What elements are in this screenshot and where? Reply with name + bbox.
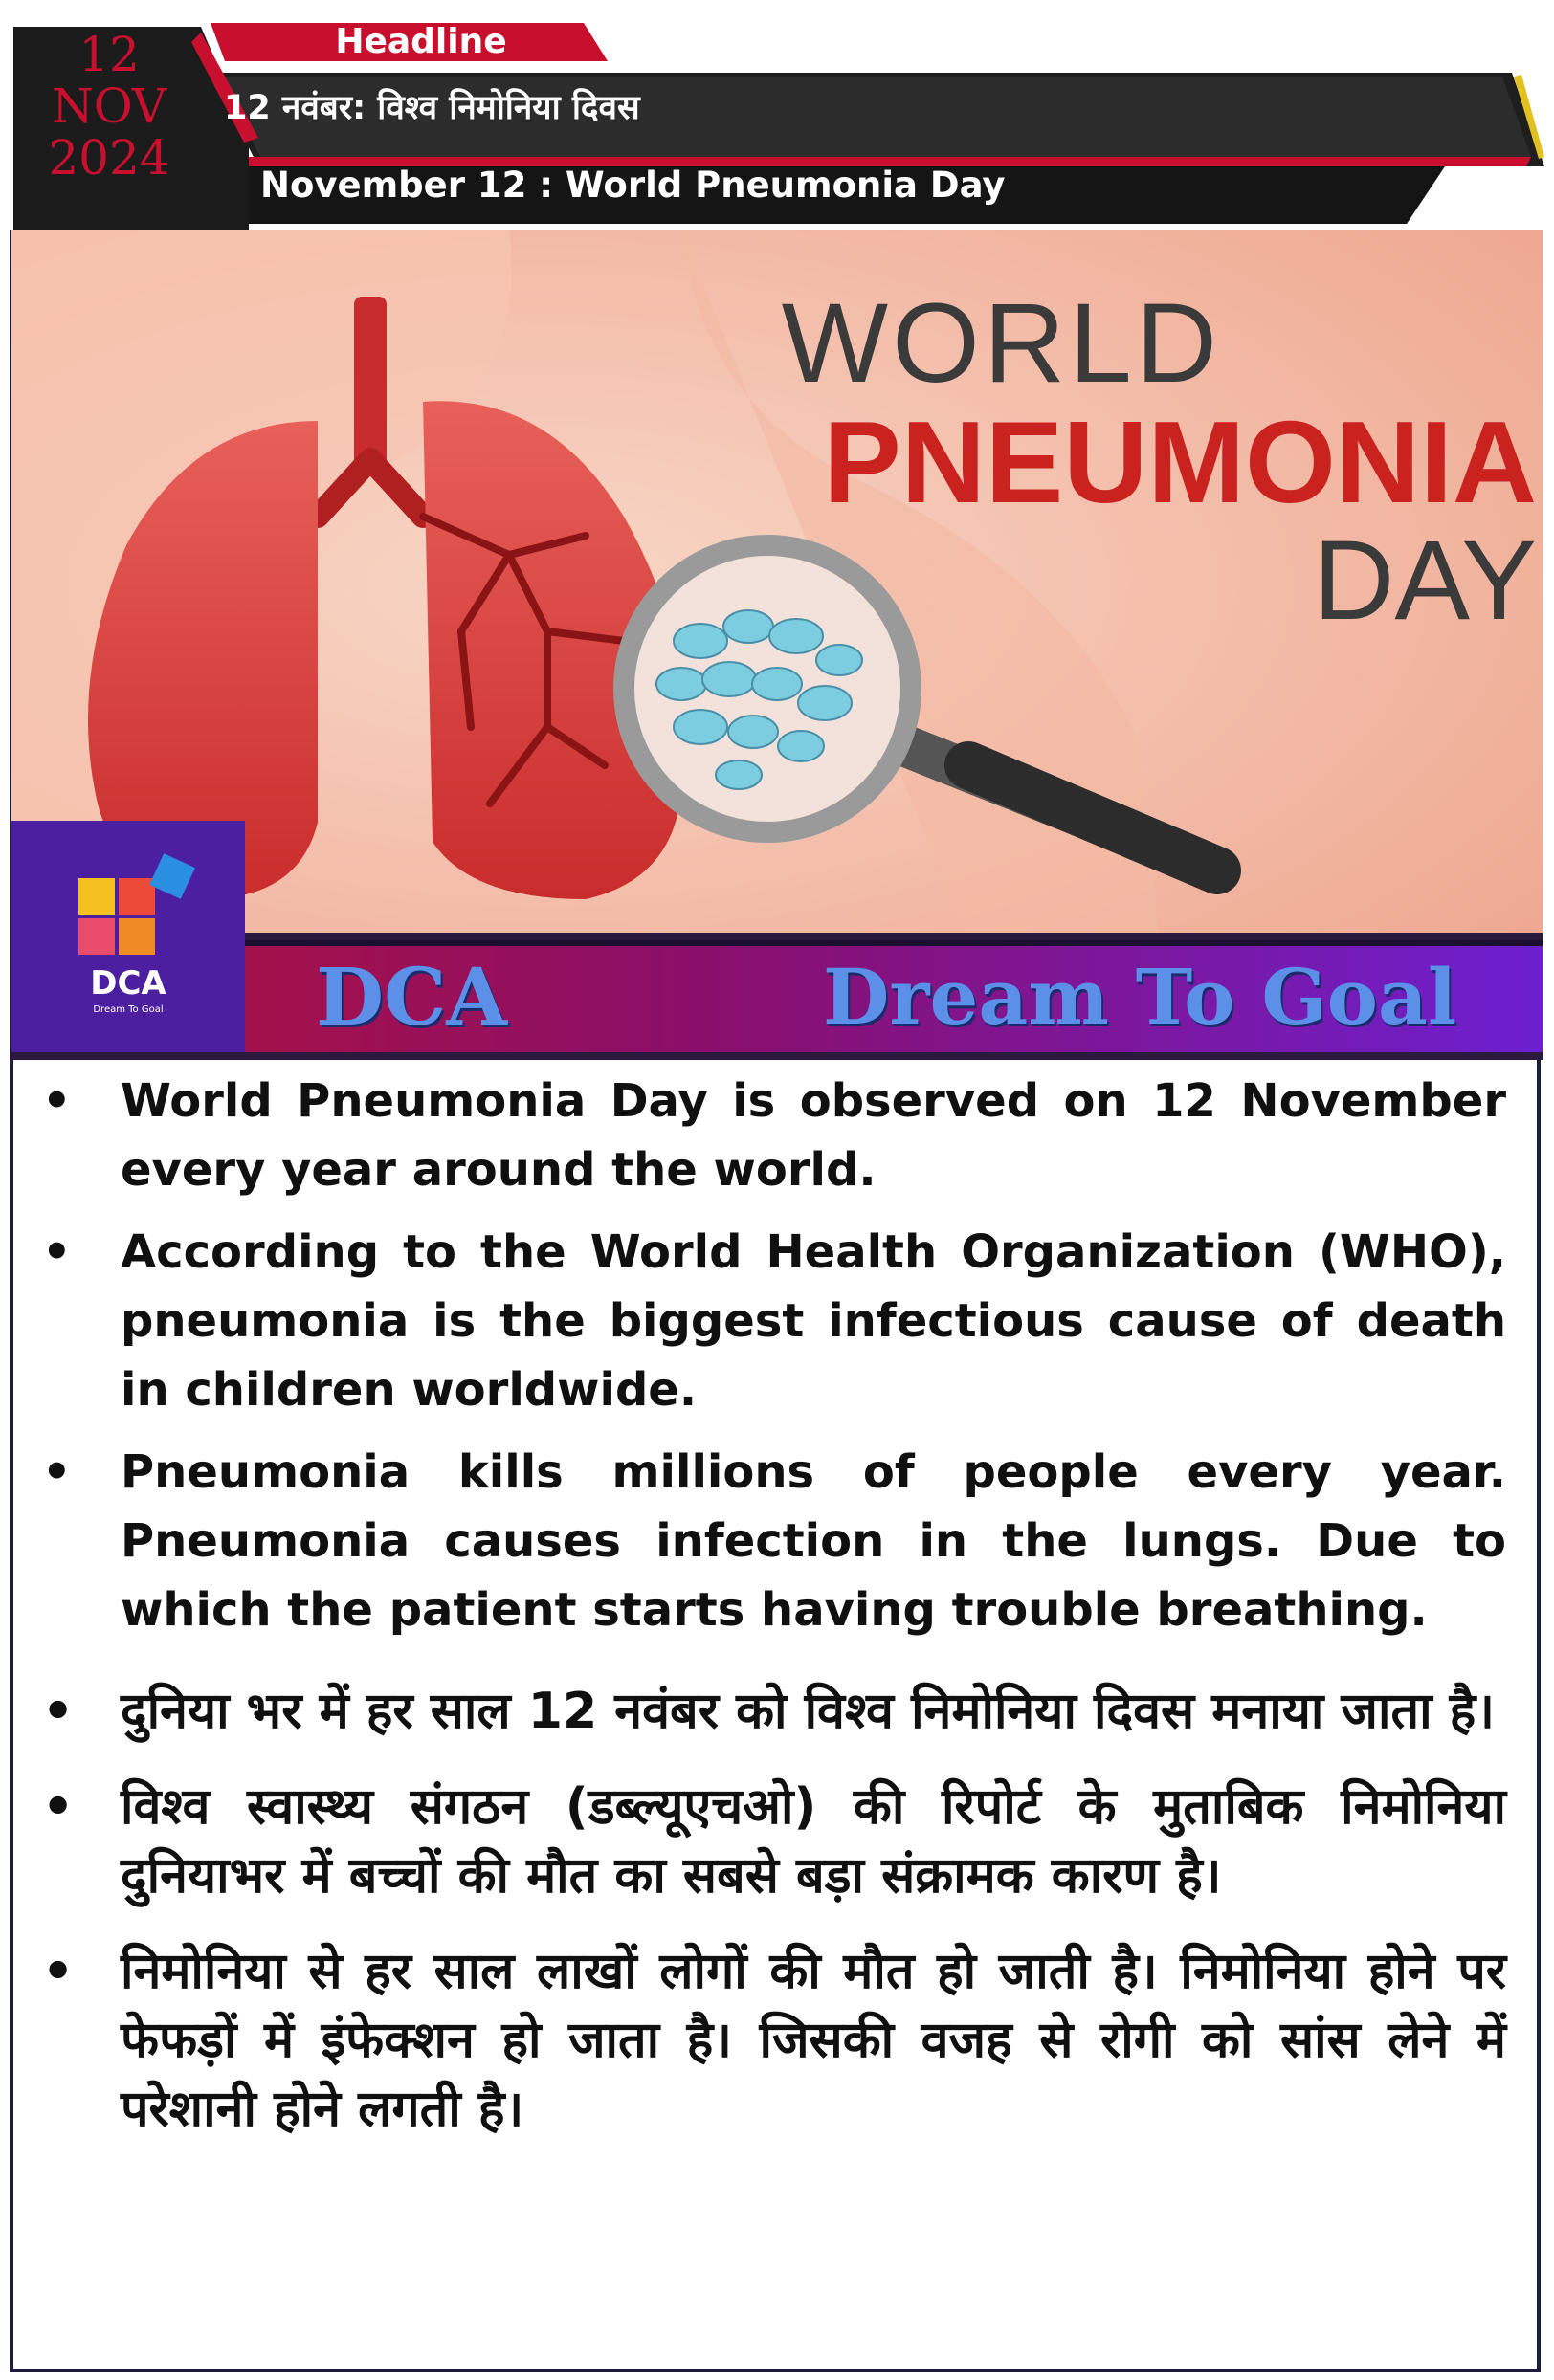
dca-logo	[11, 821, 245, 1056]
brand-left: DCA	[316, 952, 507, 1044]
logo-subtext: Dream To Goal	[93, 1004, 164, 1015]
brand-right: Dream To Goal	[823, 952, 1457, 1042]
banner-line-pneumonia: PNEUMONIA	[823, 397, 1537, 527]
banner-line-day: DAY	[1313, 518, 1537, 644]
list-item: • विश्व स्वास्थ्य संगठन (डब्ल्यूएचओ) की रिपोर्ट के मुताबिक निमोनिया दुनियाभर में बच्चों की मौत का सबसे बड़ा संक्रामक कारण है।	[42, 1773, 1506, 1910]
puzzle-logo-icon	[11, 821, 245, 964]
list-item: • निमोनिया से हर साल लाखों लोगों की मौत हो जाती है। निमोनिया होने पर फेफड़ों में इंफेक्शन हो जाता है। जिसकी वजह से रोगी को सांस लेने में परेशानी होने लगती है।	[42, 1937, 1506, 2144]
trachea	[354, 297, 387, 469]
date-day: 12	[78, 27, 140, 82]
list-item: • According to the World Health Organization (WHO), pneumonia is the biggest infectious cause of death in children worldwide.	[42, 1218, 1506, 1424]
logo-text: DCA	[90, 964, 166, 1003]
bullet-list	[42, 1067, 1506, 2171]
banner-title	[781, 280, 1537, 644]
date-year: 2024	[48, 130, 170, 186]
date-month: NOV	[52, 78, 166, 134]
list-item: • World Pneumonia Day is observed on 12 November every year around the world.	[42, 1067, 1506, 1204]
title-hindi: 12 नवंबर: विश्व निमोनिया दिवस	[224, 89, 640, 127]
divider	[11, 1052, 1543, 1060]
headline-tab	[191, 23, 593, 61]
title-english: November 12 : World Pneumonia Day	[260, 165, 1006, 206]
banner-line-world: WORLD	[781, 280, 1221, 407]
date-badge	[13, 29, 205, 220]
list-item: • दुनिया भर में हर साल 12 नवंबर को विश्व निमोनिया दिवस मनाया जाता है।	[42, 1677, 1506, 1746]
list-item: • Pneumonia kills millions of people every year. Pneumonia causes infection in the lungs. Due to which the patient starts having trouble breathing.	[42, 1438, 1506, 1644]
headline-tab-label: Headline	[335, 22, 507, 61]
